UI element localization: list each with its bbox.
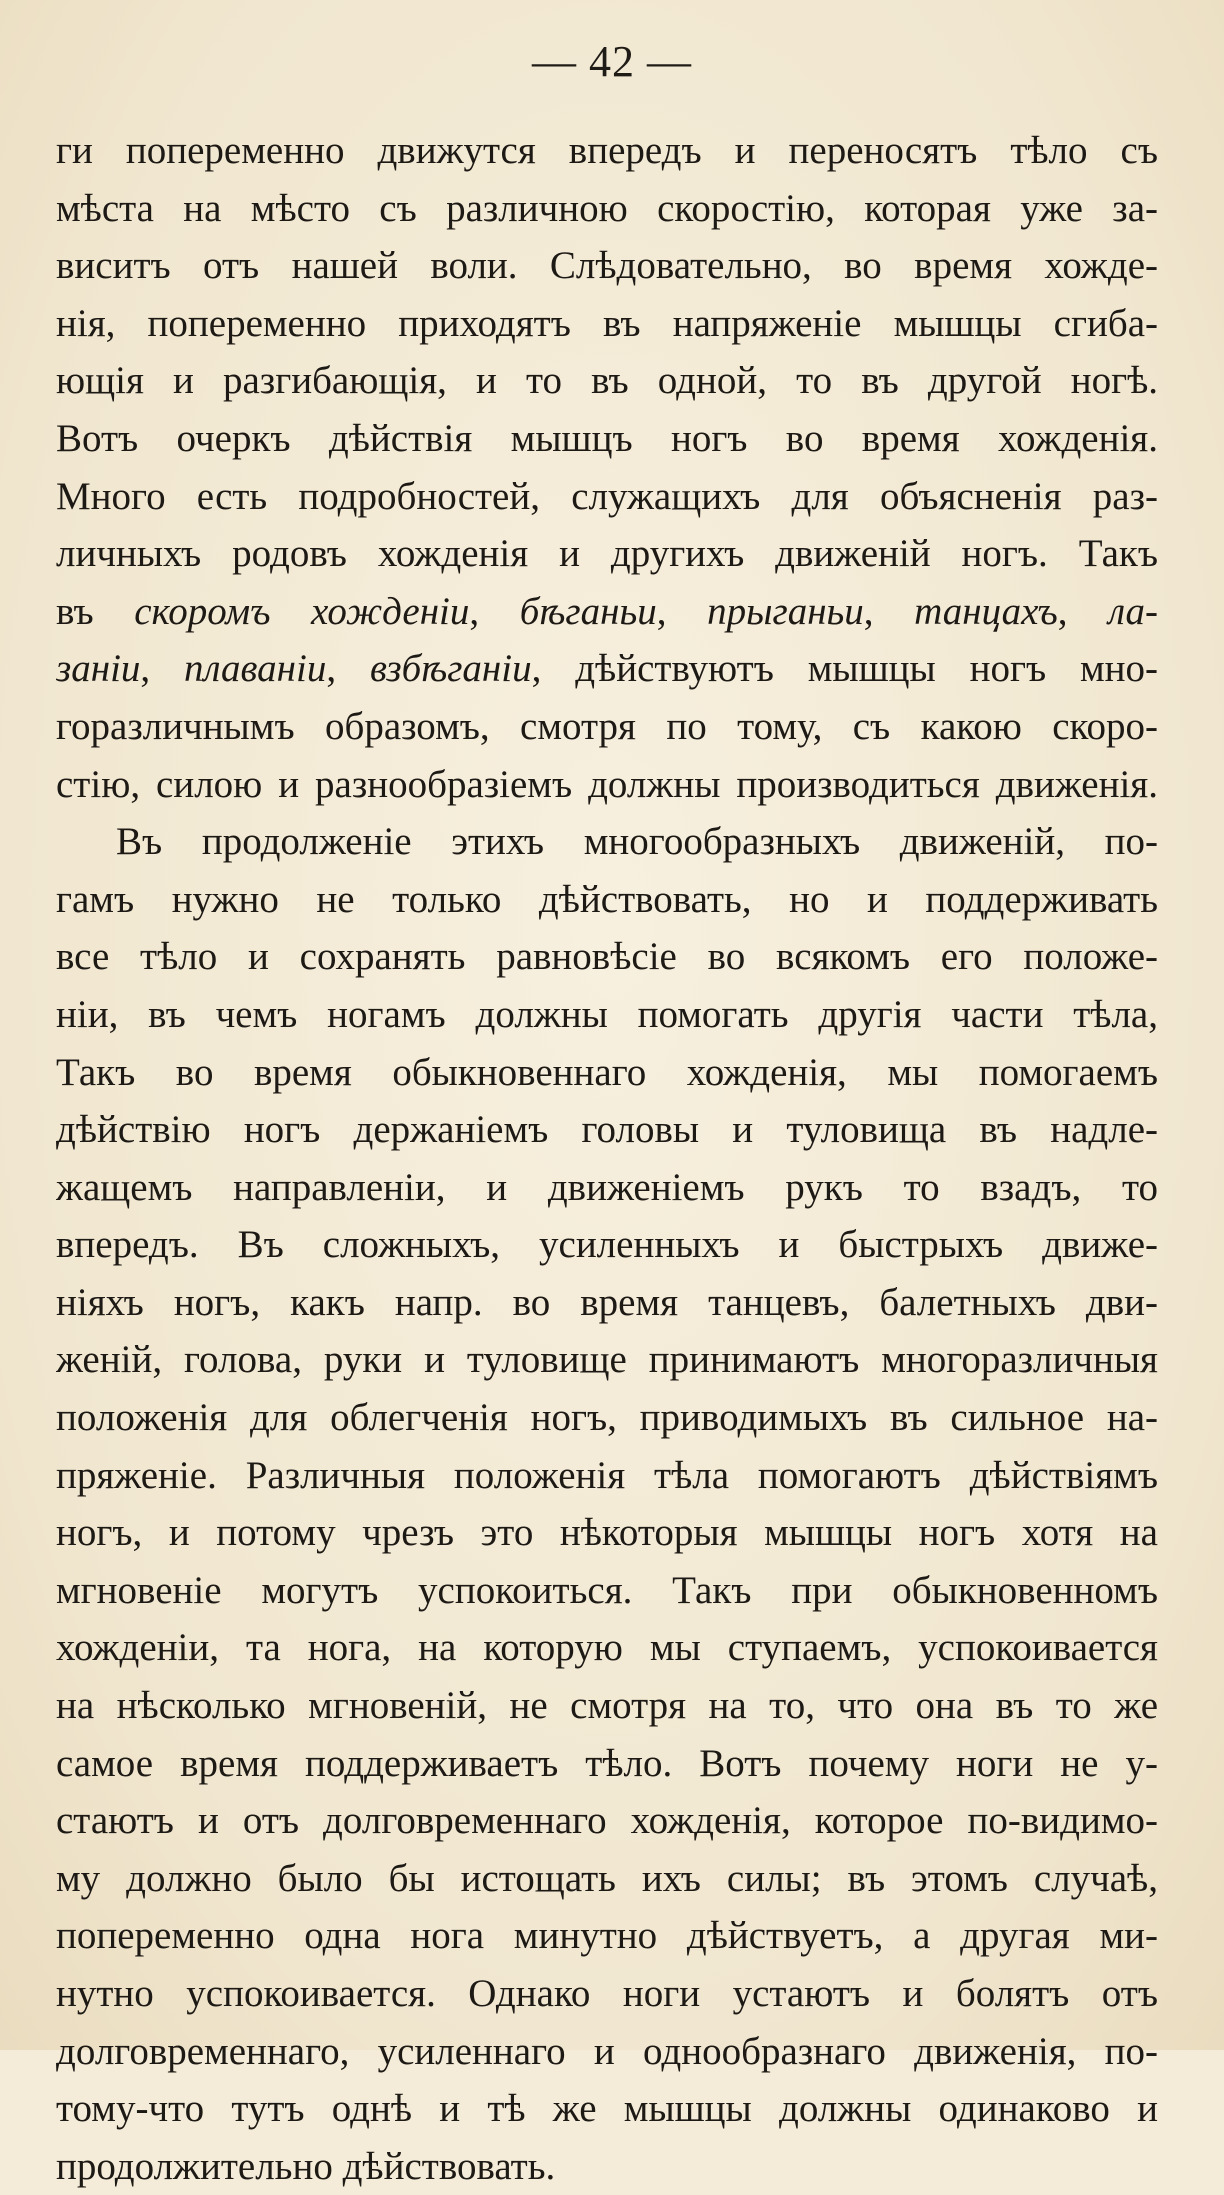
paragraph-start-line: Въ продолженіе этихъ многообразныхъ движеній, по- [116, 820, 1158, 864]
text-line: му должно было бы истощать ихъ силы; въ этомъ случаѣ, [56, 1856, 1158, 1900]
text-line: нутно успокоивается. Однако ноги устаютъ и болятъ отъ [56, 1972, 1158, 2015]
body-text [56, 122, 1158, 2195]
text-line-italic-mixed: въ скоромъ хожденіи, бѣганьи, прыганьи, танцахъ, ла- [56, 589, 1158, 633]
text-line: ніи, въ чемъ ногамъ должны помогать другія части тѣла, [56, 992, 1158, 1036]
text-line: женій, голова, руки и туловище принимаютъ многоразличныя [56, 1338, 1158, 1382]
text-line: стаютъ и отъ долговременнаго хожденія, которое по-видимо- [56, 1799, 1158, 1843]
text-line: гамъ нужно не только дѣйствовать, но и поддерживать [56, 877, 1158, 921]
text-line: все тѣло и сохранять равновѣсіе во всякомъ его положе- [56, 935, 1158, 979]
italic-term: заніи [56, 647, 141, 691]
italic-term: танцахъ [914, 589, 1058, 633]
text-line: дѣйствію ногъ держаніемъ головы и туловища въ надле- [56, 1108, 1158, 1152]
text-line: Много есть подробностей, служащихъ для объясненія раз- [56, 474, 1158, 518]
text-line: жащемъ направленіи, и движеніемъ рукъ то взадъ, то [56, 1165, 1158, 1209]
text-line: Такъ во время обыкновеннаго хожденія, мы помогаемъ [56, 1050, 1158, 1094]
text-line-last: продолжительно дѣйствовать. [56, 2144, 556, 2188]
text-line: мгновеніе могутъ успокоиться. Такъ при обыкновенномъ [56, 1568, 1158, 1612]
italic-term: ла- [1108, 589, 1158, 633]
italic-term: взбѣганіи [369, 647, 532, 691]
text-line: ногъ, и потому чрезъ это нѣкоторыя мышцы ногъ хотя на [56, 1511, 1158, 1555]
page-number: — 42 — [532, 37, 692, 86]
text-line: на нѣсколько мгновеній, не смотря на то, что она въ то же [56, 1684, 1158, 1728]
text-line: тому-что тутъ однѣ и тѣ же мышцы должны одинаково и [56, 2087, 1158, 2131]
text-line: ніяхъ ногъ, какъ напр. во время танцевъ, балетныхъ дви- [56, 1280, 1158, 1324]
text-line: стію, силою и разнообразіемъ должны производиться движенія. [56, 762, 1158, 806]
text-line: горазличнымъ образомъ, смотря по тому, съ какою скоро- [56, 704, 1158, 748]
text-line: виситъ отъ нашей воли. Слѣдовательно, во время хожде- [56, 244, 1158, 288]
text-line: нія, попеременно приходятъ въ напряженіе мышцы сгиба- [56, 301, 1158, 345]
italic-term: прыганьи [707, 589, 864, 633]
text-line: попеременно одна нога минутно дѣйствуетъ, а другая ми- [56, 1914, 1158, 1958]
text-line: хожденіи, та нога, на которую мы ступаемъ, успокоивается [56, 1626, 1158, 1670]
text-line: долговременнаго, усиленнаго и однообразнаго движенія, по- [56, 2029, 1158, 2073]
text-line: личныхъ родовъ хожденія и другихъ движеній ногъ. Такъ [56, 532, 1158, 576]
italic-term: бѣганьи [519, 589, 657, 633]
text-line: ющія и разгибающія, и то въ одной, то въ другой ногѣ. [56, 359, 1158, 403]
italic-term: скоромъ хожденіи [134, 589, 470, 633]
text-line: мѣста на мѣсто съ различною скоростію, которая уже за- [56, 186, 1158, 230]
italic-term: плаваніи [184, 647, 327, 691]
text-line-italic-mixed: заніи, плаваніи, взбѣганіи, дѣйствуютъ мышцы ногъ мно- [56, 647, 1158, 691]
text-line: положенія для облегченія ногъ, приводимыхъ въ сильное на- [56, 1396, 1158, 1440]
text-line: пряженіе. Различныя положенія тѣла помогаютъ дѣйствіямъ [56, 1453, 1158, 1497]
text-line: Вотъ очеркъ дѣйствія мышцъ ногъ во время хожденія. [56, 416, 1158, 460]
text-line: впередъ. Въ сложныхъ, усиленныхъ и быстрыхъ движе- [56, 1223, 1158, 1267]
text-line: ги попеременно движутся впередъ и переносятъ тѣло съ [56, 129, 1158, 172]
text-line: самое время поддерживаетъ тѣло. Вотъ почему ноги не у- [56, 1741, 1158, 1785]
